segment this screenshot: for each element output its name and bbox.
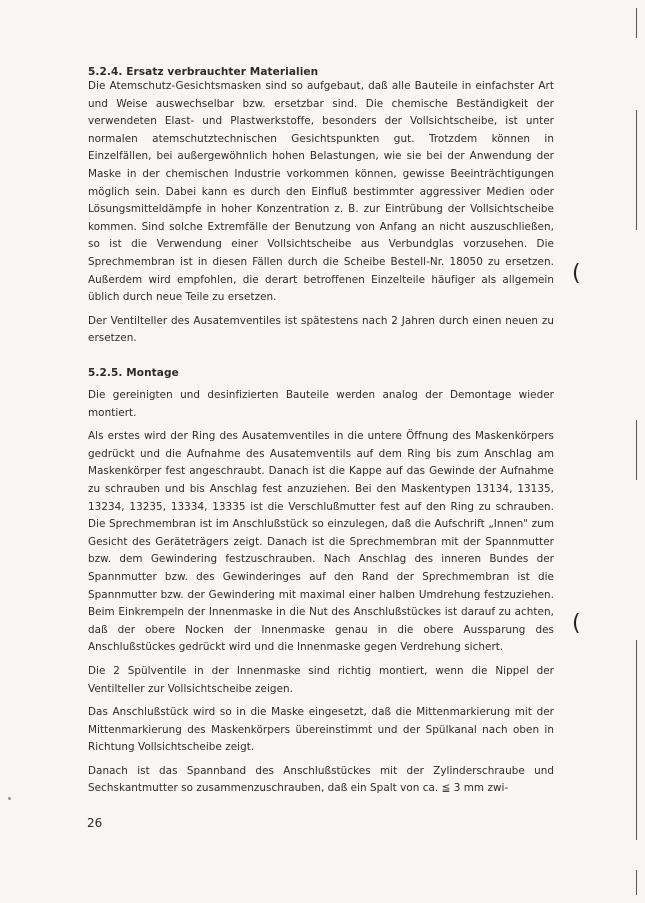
paragraph-connector-insertion: Das Anschlußstück wird so in die Maske eingesetzt, daß die Mittenmarkierung mit der Mittenmarkierung des Maskenkörpers übereinstimmt und der Spülkanal nach oben in Richtung Vollsichtscheibe zeigt. [88, 706, 554, 754]
scan-edge-line [636, 420, 637, 480]
margin-bracket-mark: ( [572, 611, 581, 636]
margin-bracket-mark: ( [572, 261, 581, 286]
paragraph-clamp-band: Danach ist das Spannband des Anschlußstückes mit der Zylinderschraube und Sechskantmutter so zusammenzuschrauben, daß ein Spalt von ca. ≦ 3 mm zwi- [88, 764, 554, 795]
section-heading-5-2-4: 5.2.4. Ersatz verbrauchter Materialien [88, 66, 319, 78]
paragraph-assembly-steps: Als erstes wird der Ring des Ausatemventiles in die untere Öffnung des Maskenkörpers gedrückt und die Aufnahme des Ausatemventils auf dem Ring bis zum Anschlag am Maskenkörper fest angeschraubt. Danach ist die Kappe auf das Gewinde der Aufnahme zu schrauben und bis Anschlag fest anzuziehen. Bei den Maskentypen 13134, 13135, 13234, 13235, 13334, 13335 ist die Verschlußmutter fest auf den Ring zu schrauben. Die Sprechmembran ist im Anschlußstück so einzulegen, daß die Aufschrift „Innen" zum Gesicht des Geräteträgers zeigt. Danach ist die Sprechmembran mit der Spannmutter bzw. dem Gewindering festzuschrauben. Nach Anschlag des inneren Bundes der Spannmutter bzw. des Gewinderinges auf den Rand der Sprechmembran ist die Spannmutter bzw. der Gewindering mit maximal einer halben Umdrehung festzuziehen. Beim Einkrempeln der Innenmaske in die Nut des Anschlußstückes ist darauf zu achten, daß der obere Nocken der Innenmaske genau in die obere Aussparung des Anschlußstückes gedrückt wird und die Innenmaske gegen Verdrehung sichert. [88, 430, 554, 654]
paragraph-reassembly-intro: Die gereinigten und desinfizierten Bauteile werden analog der Demontage wieder montiert. [88, 389, 554, 419]
paragraph-material-replacement: Die Atemschutz-Gesichtsmasken sind so aufgebaut, daß alle Bauteile in einfachster Art und Weise auswechselbar bzw. ersetzbar sind. Die chemische Beständigkeit der verwendeten Elast- und Plastwerkstoffe, besonders der Vollsichtscheibe, ist unter normalen atemschutztechnischen Gesichtspunkten gut. Trotzdem können in Einzelfällen, bei außergewöhnlich hohen Belastungen, wie sie bei der Anwendung der Maske in der chemischen Industrie vorkommen können, gewisse Beeinträchtigungen möglich sein. Dabei kann es durch den Einfluß bestimmter aggressiver Medien oder Lösungsmitteldämpfe in hoher Konzentration z. B. zur Eintrübung der Vollsichtscheibe kommen. Sind solche Extremfälle der Benutzung von Anfang an nicht auszuschließen, so ist die Verwendung einer Vollsichtscheibe aus Verbundglas vorzusehen. Die Sprechmembran ist in diesen Fällen durch die Scheibe Bestell-Nr. 18050 zu ersetzen. Außerdem wird empfohlen, die derart betroffenen Einzelteile häufiger als allgemein üblich durch neue Teile zu ersetzen. [88, 80, 554, 304]
paragraph-valve-disc-replacement: Der Ventilteller des Ausatemventiles ist spätestens nach 2 Jahren durch einen neuen zu ersetzen. [88, 314, 554, 345]
scan-edge-line [636, 640, 637, 840]
scan-speck [8, 797, 11, 800]
section-body-5-2-5 [88, 387, 554, 798]
paragraph-flush-valves: Die 2 Spülventile in der Innenmaske sind richtig montiert, wenn die Nippel der Ventilteller zur Vollsichtscheibe zeigen. [88, 664, 554, 695]
scan-edge-line [636, 870, 637, 895]
scan-edge-line [636, 8, 637, 38]
section-body-5-2-4 [88, 78, 554, 348]
section-heading-5-2-5: 5.2.5. Montage [88, 367, 179, 379]
scan-edge-line [636, 110, 637, 230]
page-number: 26 [87, 816, 103, 830]
